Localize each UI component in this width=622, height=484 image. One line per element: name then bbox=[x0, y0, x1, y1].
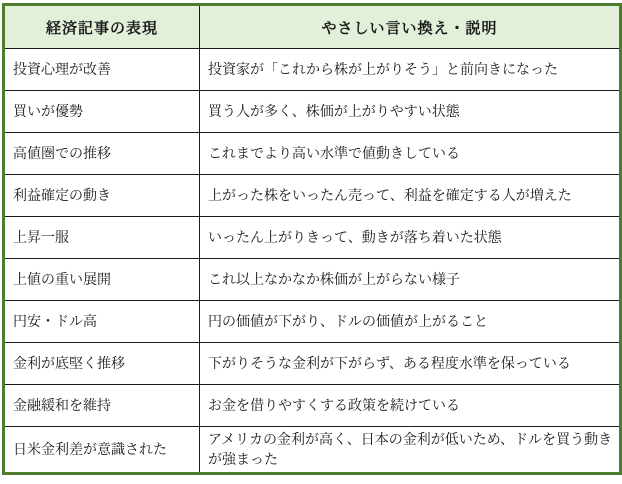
term-cell: 金融緩和を維持 bbox=[4, 385, 200, 427]
term-cell: 金利が底堅く推移 bbox=[4, 343, 200, 385]
explanation-cell: これまでより高い水準で値動きしている bbox=[200, 133, 621, 175]
table-row bbox=[4, 91, 621, 133]
table-row bbox=[4, 133, 621, 175]
table-row bbox=[4, 301, 621, 343]
table-row bbox=[4, 259, 621, 301]
explanation-cell: これ以上なかなか株価が上がらない様子 bbox=[200, 259, 621, 301]
table-row bbox=[4, 217, 621, 259]
explanation-cell: 投資家が「これから株が上がりそう」と前向きになった bbox=[200, 49, 621, 91]
explanation-cell: お金を借りやすくする政策を続けている bbox=[200, 385, 621, 427]
term-cell: 上値の重い展開 bbox=[4, 259, 200, 301]
explanation-cell: いったん上がりきって、動きが落ち着いた状態 bbox=[200, 217, 621, 259]
term-cell: 買いが優勢 bbox=[4, 91, 200, 133]
term-cell: 円安・ドル高 bbox=[4, 301, 200, 343]
explanation-cell: 円の価値が下がり、ドルの価値が上がること bbox=[200, 301, 621, 343]
term-cell: 利益確定の動き bbox=[4, 175, 200, 217]
term-cell: 投資心理が改善 bbox=[4, 49, 200, 91]
term-cell: 高値圏での推移 bbox=[4, 133, 200, 175]
table-header-row bbox=[4, 5, 621, 49]
header-term: 経済記事の表現 bbox=[4, 5, 200, 49]
explanation-cell: 下がりそうな金利が下がらず、ある程度水準を保っている bbox=[200, 343, 621, 385]
explanation-cell: 買う人が多く、株価が上がりやすい状態 bbox=[200, 91, 621, 133]
table-row bbox=[4, 427, 621, 474]
glossary-table bbox=[2, 3, 622, 475]
explanation-cell: 上がった株をいったん売って、利益を確定する人が増えた bbox=[200, 175, 621, 217]
table-row bbox=[4, 49, 621, 91]
table-row bbox=[4, 175, 621, 217]
term-cell: 日米金利差が意識された bbox=[4, 427, 200, 474]
term-cell: 上昇一服 bbox=[4, 217, 200, 259]
explanation-cell: アメリカの金利が高く、日本の金利が低いため、ドルを買う動きが強まった bbox=[200, 427, 621, 474]
table-row bbox=[4, 343, 621, 385]
header-explanation: やさしい言い換え・説明 bbox=[200, 5, 621, 49]
table-row bbox=[4, 385, 621, 427]
